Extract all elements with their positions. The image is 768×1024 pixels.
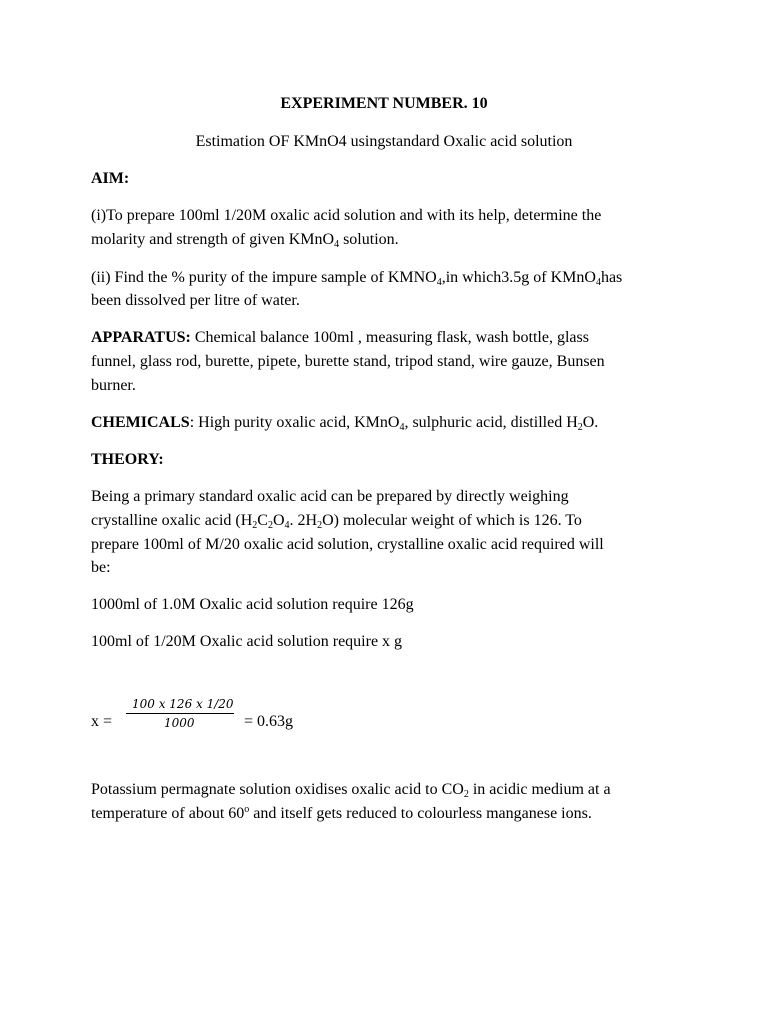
formula-numerator: 100 x 126 x 1/20 [132, 697, 234, 711]
apparatus-line-1: APPARATUS: Chemical balance 100ml , measuring flask, wash bottle, glass [91, 329, 589, 346]
theory-line-4: be: [91, 559, 111, 576]
aim-paragraph-1-line-1: (i)To prepare 100ml 1/20M oxalic acid solution and with its help, determine the [91, 207, 602, 224]
calculation-line-1: 1000ml of 1.0M Oxalic acid solution require 126g [91, 596, 414, 613]
apparatus-heading: APPARATUS: [91, 329, 191, 346]
experiment-subtitle: Estimation OF KMnO4 usingstandard Oxalic acid solution [195, 133, 573, 150]
aim-heading: AIM: [91, 170, 130, 187]
theory-line-2: crystalline oxalic acid ($H_2C_2O_4$. $2H_2O$) molecular weight of which is 126. To [91, 512, 582, 531]
formula-fraction-bar [126, 713, 234, 714]
chemicals-heading: CHEMICALS [91, 414, 190, 431]
aim-paragraph-1-line-2: molarity and strength of given KMnO$_4$ solution. [91, 231, 399, 250]
aim-paragraph-2-line-1: (ii) Find the % purity of the impure sample of $KMNO_4,in$ which3.5g of KMnO$_4$has [91, 269, 623, 288]
theory-heading: THEORY: [91, 451, 164, 468]
closing-line-2: temperature of about 60$^o$ and itself gets reduced to colourless manganese ions. [91, 804, 592, 822]
apparatus-line-2: funnel, glass rod, burette, pipete, burette stand, tripod stand, wire gauze, Bunsen [91, 353, 605, 370]
closing-line-1: Potassium permagnate solution oxidises oxalic acid to $CO_2$ in acidic medium at a [91, 781, 611, 800]
formula-lhs: x = [91, 713, 113, 730]
apparatus-line-3: burner. [91, 377, 136, 394]
calculation-line-2: 100ml of 1/20M Oxalic acid solution require x g [91, 633, 403, 650]
experiment-title: EXPERIMENT NUMBER. 10 [280, 95, 488, 112]
theory-line-3: prepare 100ml of M/20 oxalic acid solution, crystalline oxalic acid required will [91, 536, 604, 553]
formula-result: = 0.63g [244, 713, 294, 730]
aim-paragraph-2-line-2: been dissolved per litre of water. [91, 292, 300, 309]
formula-denominator: 1000 [164, 716, 195, 730]
theory-line-1: Being a primary standard oxalic acid can be prepared by directly weighing [91, 488, 569, 505]
chemicals-line: CHEMICALS: High purity oxalic acid, KMnO$_4$, sulphuric acid, distilled $H_2O$. [91, 414, 599, 433]
